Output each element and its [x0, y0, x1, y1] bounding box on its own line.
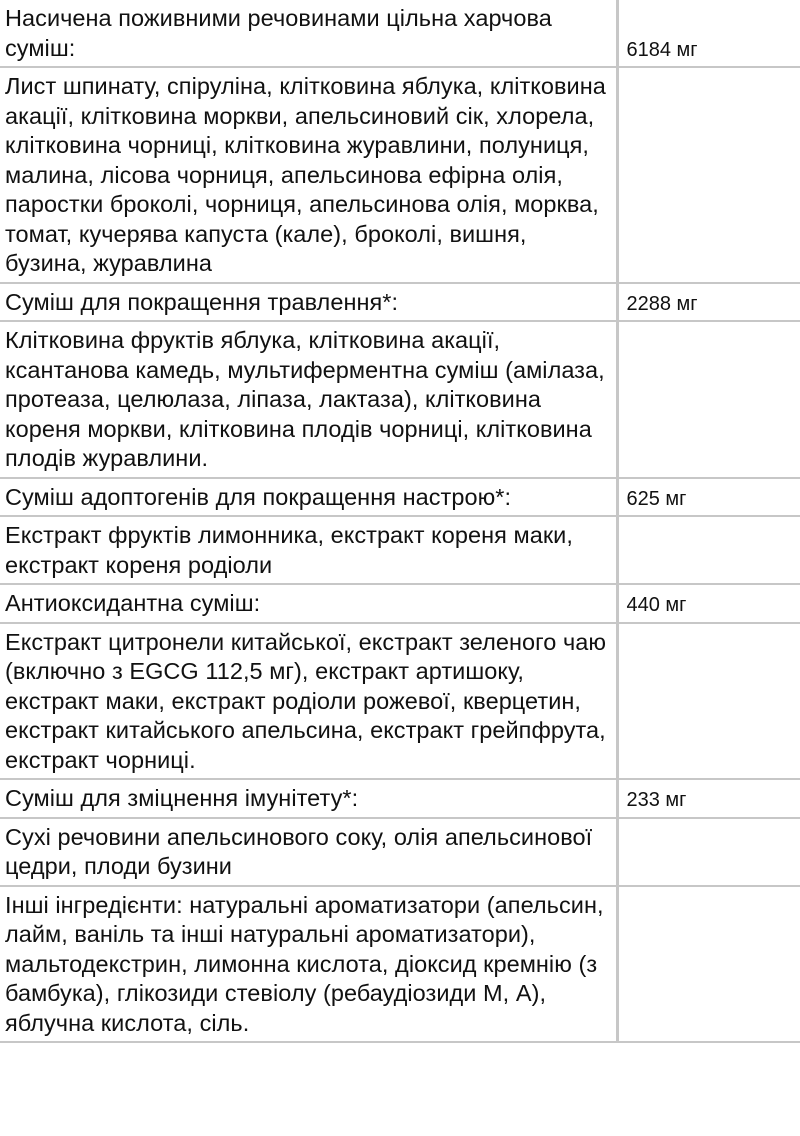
table-row	[0, 818, 800, 886]
table-row	[0, 0, 800, 67]
table-row	[0, 623, 800, 780]
blend-amount-empty	[617, 886, 800, 1043]
table-row	[0, 516, 800, 584]
other-ingredients: Інші інгредієнти: натуральні ароматизатори (апельсин, лайм, ваніль та інші натуральні ароматизатори), мальтодекстрин, лимонна кислота, діоксид кремнію (з бамбука), глікозиди стевіолу (ребаудіозиди М, А), яблучна кислота, сіль.	[0, 886, 617, 1043]
blend-amount-empty	[617, 516, 800, 584]
blend-amount: 625 мг	[617, 478, 800, 517]
table-row	[0, 886, 800, 1043]
table-row	[0, 321, 800, 478]
blend-name: Насичена поживними речовинами цільна харчова суміш:	[0, 0, 617, 67]
blend-name: Суміш для зміцнення імунітету*:	[0, 779, 617, 818]
blend-name: Суміш адоптогенів для покращення настрою*:	[0, 478, 617, 517]
table-row	[0, 67, 800, 283]
blend-amount-empty	[617, 818, 800, 886]
blend-amount: 440 мг	[617, 584, 800, 623]
blend-amount: 233 мг	[617, 779, 800, 818]
blend-ingredients: Екстракт цитронели китайської, екстракт зеленого чаю (включно з EGCG 112,5 мг), екстракт артишоку, екстракт маки, екстракт родіоли рожевої, кверцетин, екстракт китайського апельсина, екстракт грейпфрута, екстракт чорниці.	[0, 623, 617, 780]
blend-amount: 2288 мг	[617, 283, 800, 322]
blend-ingredients: Сухі речовини апельсинового соку, олія апельсинової цедри, плоди бузини	[0, 818, 617, 886]
blend-amount-empty	[617, 623, 800, 780]
table-row	[0, 584, 800, 623]
table-row	[0, 283, 800, 322]
blend-name: Суміш для покращення травлення*:	[0, 283, 617, 322]
blend-amount-empty	[617, 67, 800, 283]
blend-name: Антиоксидантна суміш:	[0, 584, 617, 623]
table-row	[0, 478, 800, 517]
blend-ingredients: Екстракт фруктів лимонника, екстракт кореня маки, екстракт кореня родіоли	[0, 516, 617, 584]
blend-amount: 6184 мг	[617, 0, 800, 67]
blend-ingredients: Клітковина фруктів яблука, клітковина акації, ксантанова камедь, мультиферментна суміш (амілаза, протеаза, целюлаза, ліпаза, лактаза), клітковина кореня моркви, клітковина плодів чорниці, клітковина плодів журавлини.	[0, 321, 617, 478]
blend-ingredients: Лист шпинату, спіруліна, клітковина яблука, клітковина акації, клітковина моркви, апельсиновий сік, хлорела, клітковина чорниці, клітковина журавлини, полуниця, малина, лісова чорниця, апельсинова ефірна олія, паростки броколі, чорниця, апельсинова олія, морква, томат, кучерява капуста (кале), броколі, вишня, бузина, журавлина	[0, 67, 617, 283]
blend-amount-empty	[617, 321, 800, 478]
table-row	[0, 779, 800, 818]
